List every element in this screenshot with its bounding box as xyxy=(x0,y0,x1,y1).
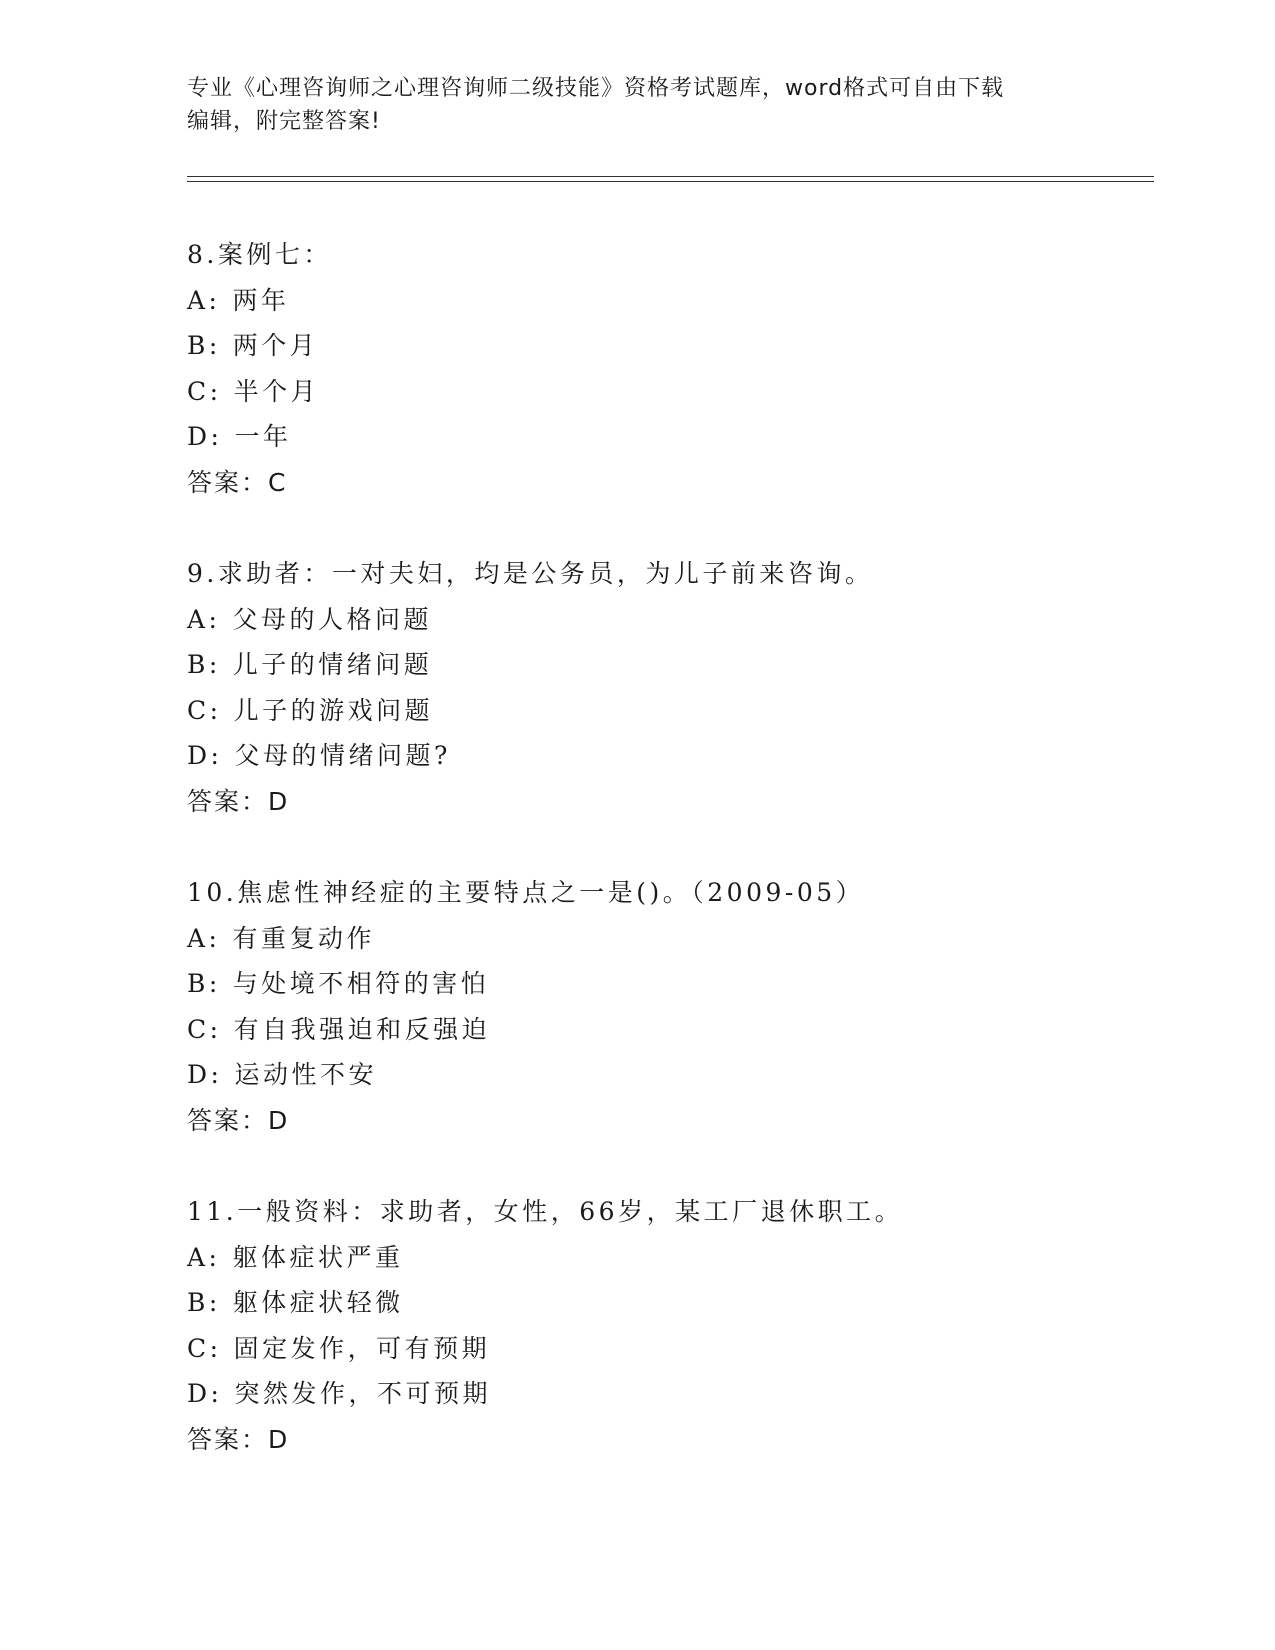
option-text: 儿子的游戏问题 xyxy=(233,695,434,725)
option-letter: A: xyxy=(187,1242,221,1272)
question-stem: 9.求助者：一对夫妇，均是公务员，为儿子前来咨询。 xyxy=(187,559,874,588)
option-a xyxy=(187,916,1137,962)
option-text: 父母的情绪问题? xyxy=(234,741,451,770)
option-letter: A: xyxy=(187,285,221,315)
option-b xyxy=(187,323,1137,369)
answer-line: 答案：D xyxy=(187,1424,290,1454)
option-text: 一年 xyxy=(234,422,292,451)
option-letter: C: xyxy=(187,695,222,725)
option-letter: B: xyxy=(187,650,221,679)
option-c xyxy=(187,369,1137,415)
option-letter: B: xyxy=(187,331,221,360)
option-letter: A: xyxy=(187,604,221,634)
option-text: 有重复动作 xyxy=(232,923,375,953)
option-letter: D: xyxy=(187,422,223,451)
option-letter: D: xyxy=(187,1060,223,1089)
option-letter: C: xyxy=(187,376,222,406)
option-letter: B: xyxy=(187,969,221,998)
option-letter: C: xyxy=(187,1014,222,1044)
option-d xyxy=(187,414,1137,460)
question-9 xyxy=(187,551,1137,824)
answer-line: 答案：C xyxy=(187,467,288,497)
header-divider-bottom xyxy=(187,181,1154,182)
option-d xyxy=(187,733,1137,779)
option-text: 半个月 xyxy=(233,376,320,406)
option-b xyxy=(187,961,1137,1007)
option-b xyxy=(187,642,1137,688)
option-d xyxy=(187,1052,1137,1098)
option-text: 突然发作，不可预期 xyxy=(234,1379,491,1408)
document-header xyxy=(187,72,1087,138)
option-letter: D: xyxy=(187,741,223,770)
option-text: 两个月 xyxy=(232,331,319,360)
option-letter: C: xyxy=(187,1333,222,1363)
option-text: 儿子的情绪问题 xyxy=(232,650,433,679)
header-divider-top xyxy=(187,176,1154,177)
option-text: 父母的人格问题 xyxy=(232,604,432,634)
header-line-1: 专业《心理咨询师之心理咨询师二级技能》资格考试题库，word格式可自由下载 xyxy=(187,76,1005,101)
option-c xyxy=(187,1007,1137,1053)
option-text: 躯体症状轻微 xyxy=(232,1288,404,1317)
question-stem: 11.一般资料：求助者，女性，66岁，某工厂退休职工。 xyxy=(187,1197,904,1226)
option-text: 运动性不安 xyxy=(234,1060,377,1089)
header-line-2: 编辑，附完整答案! xyxy=(187,109,381,134)
question-stem: 8.案例七： xyxy=(187,240,332,269)
answer-line: 答案：D xyxy=(187,786,290,816)
option-letter: A: xyxy=(187,923,221,953)
option-a xyxy=(187,278,1137,324)
option-d xyxy=(187,1371,1137,1417)
option-a xyxy=(187,1235,1137,1281)
question-11 xyxy=(187,1189,1137,1462)
option-text: 与处境不相符的害怕 xyxy=(232,969,490,998)
question-8 xyxy=(187,232,1137,505)
question-10 xyxy=(187,870,1137,1143)
option-a xyxy=(187,597,1137,643)
option-c xyxy=(187,688,1137,734)
option-text: 有自我强迫和反强迫 xyxy=(233,1014,491,1044)
option-text: 两年 xyxy=(232,285,290,315)
option-b xyxy=(187,1280,1137,1326)
question-stem: 10.焦虑性神经症的主要特点之一是()。（2009-05） xyxy=(187,878,865,907)
option-c xyxy=(187,1326,1137,1372)
option-text: 固定发作，可有预期 xyxy=(233,1333,491,1363)
option-letter: D: xyxy=(187,1379,223,1408)
option-letter: B: xyxy=(187,1288,221,1317)
option-text: 躯体症状严重 xyxy=(232,1242,404,1272)
answer-line: 答案：D xyxy=(187,1105,290,1135)
